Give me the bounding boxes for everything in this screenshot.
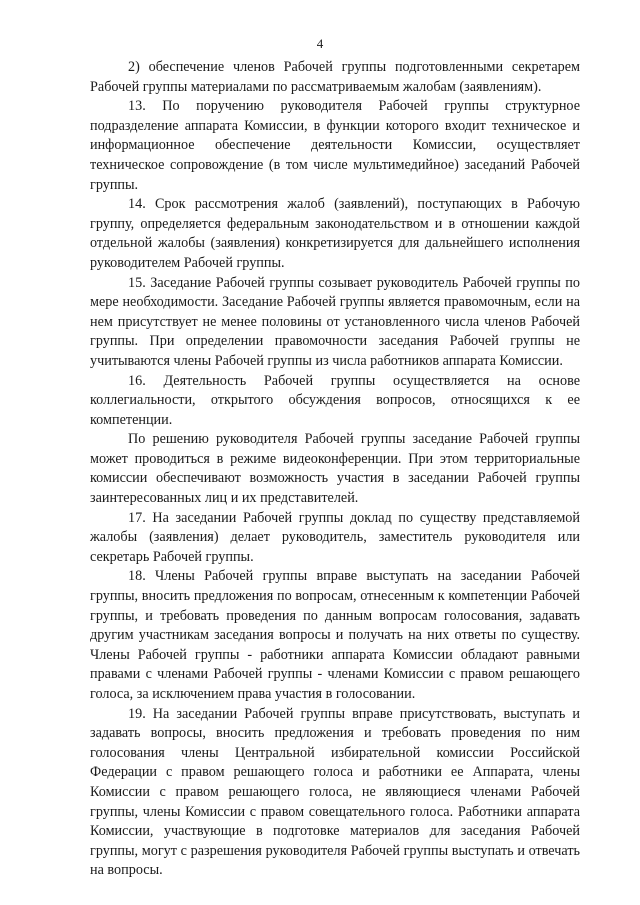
paragraph-item-18: 18. Члены Рабочей группы вправе выступать на заседании Рабочей группы, вносить предложения по вопросам, отнесенным к компетенции Рабочей группы, и требовать проведения по данным вопросам голосования, задавать другим участникам заседания вопросы и получать на них ответы по существу. Члены Рабочей группы - работники аппарата Комиссии обладают равными правами с членами Рабочей группы - членами Комиссии с правом решающего голоса, за исключением права участия в голосовании. bbox=[90, 568, 580, 702]
paragraph-videoconference: По решению руководителя Рабочей группы заседание Рабочей группы может проводиться в режиме видеоконференции. При этом территориальные комиссии обеспечивают возможность участия в заседании Рабочей группы заинтересованных лиц и их представителей. bbox=[90, 431, 580, 507]
document-body bbox=[90, 58, 580, 881]
paragraph-item-15: 15. Заседание Рабочей группы созывает руководитель Рабочей группы по мере необходимости. Заседание Рабочей группы является правомочным, если на нем присутствует не менее половины от установленного числа членов Рабочей группы. При определении правомочности заседания Рабочей группы не учитываются члены Рабочей группы из числа работников аппарата Комиссии. bbox=[90, 274, 580, 369]
paragraph-item-19: 19. На заседании Рабочей группы вправе присутствовать, выступать и задавать вопросы, вносить предложения и требовать проведения по ним голосования члены Центральной избирательной комиссии Российской Федерации с правом решающего голоса и работники ее Аппарата, члены Комиссии с правом решающего голоса, не являющиеся членами Рабочей группы, члены Комиссии с правом совещательного голоса. Работники аппарата Комиссии, участвующие в подготовке материалов для заседания Рабочей группы, могут с разрешения руководителя Рабочей группы выступать и отвечать на вопросы. bbox=[90, 705, 580, 879]
paragraph-item-17: 17. На заседании Рабочей группы доклад по существу представляемой жалобы (заявления) делает руководитель, заместитель руководителя или секретарь Рабочей группы. bbox=[90, 509, 580, 565]
page-number: 4 bbox=[316, 36, 324, 51]
paragraph-item-14: 14. Срок рассмотрения жалоб (заявлений), поступающих в Рабочую группу, определяется федеральным законодательством и в отношении каждой отдельной жалобы (заявления) конкретизируется для дальнейшего исполнения руководителем Рабочей группы. bbox=[90, 196, 580, 271]
paragraph-item-16: 16. Деятельность Рабочей группы осуществляется на основе коллегиальности, открытого обсуждения вопросов, относящихся к ее компетенции. bbox=[90, 372, 580, 428]
paragraph-item-13: 13. По поручению руководителя Рабочей группы структурное подразделение аппарата Комиссии, в функции которого входит техническое и информационное обеспечение деятельности Комиссии, осуществляет техническое сопровождение (в том числе мультимедийное) заседаний Рабочей группы. bbox=[90, 98, 580, 193]
paragraph-item-2-continuation: 2) обеспечение членов Рабочей группы подготовленными секретарем Рабочей группы материалами по рассматриваемым жалобам (заявлениям). bbox=[90, 59, 580, 95]
